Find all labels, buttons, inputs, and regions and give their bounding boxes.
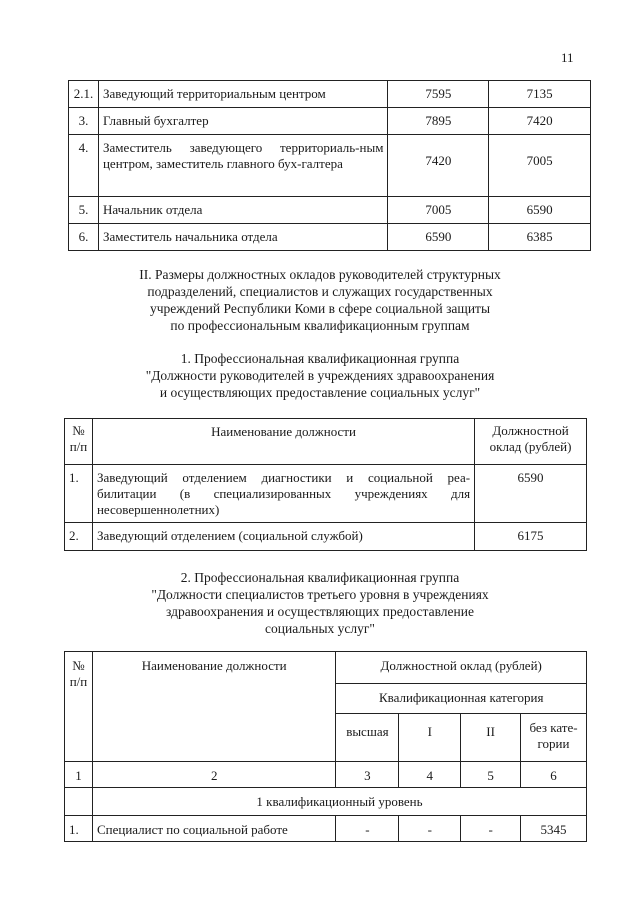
group1-salary-table (64, 418, 587, 551)
position-name: Заведующий отделением (социальной службой) (92, 523, 474, 551)
table-row (65, 816, 587, 842)
qualification-level: 1 квалификационный уровень (92, 788, 586, 816)
group2-salary-table (64, 651, 587, 842)
row-number: 5. (69, 197, 99, 224)
group2-heading (80, 569, 560, 637)
header-category: Квалификационная категория (336, 684, 587, 714)
salary-value: 7895 (388, 108, 489, 135)
salary-value: 6590 (475, 465, 587, 523)
heading-line: социальных услуг" (265, 621, 375, 636)
column-number: 1 (65, 762, 93, 788)
empty-cell (65, 788, 93, 816)
column-number: 4 (399, 762, 461, 788)
position-name: Специалист по социальной работе (92, 816, 335, 842)
row-number: 6. (69, 224, 99, 251)
row-number: 2. (65, 523, 93, 551)
table-row (69, 197, 591, 224)
row-number: 1. (65, 465, 93, 523)
header-category-none: без кате-гории (521, 714, 587, 762)
page-number: 11 (561, 50, 574, 65)
salary-value: 6385 (489, 224, 591, 251)
position-name: Заведующий отделением диагностики и социальной реа-билитации (в специализированных учреждениях для несовершеннолетних) (92, 465, 474, 523)
table-row (69, 224, 591, 251)
header-category-second: II (461, 714, 521, 762)
salary-value: 7595 (388, 81, 489, 108)
column-number-row (65, 762, 587, 788)
section-heading (80, 266, 560, 334)
header-number: № п/п (65, 652, 93, 762)
salary-value: - (461, 816, 521, 842)
heading-line: II. Размеры должностных окладов руководителей структурных (139, 267, 501, 282)
position-name: Заместитель начальника отдела (98, 224, 387, 251)
column-number: 6 (521, 762, 587, 788)
table-header-row (65, 419, 587, 465)
heading-line: учреждений Республики Коми в сфере социальной защиты (149, 301, 491, 316)
position-name: Главный бухгалтер (98, 108, 387, 135)
row-number: 4. (69, 135, 99, 197)
row-number: 2.1. (69, 81, 99, 108)
salary-value: - (336, 816, 399, 842)
salary-value: 6590 (489, 197, 591, 224)
heading-line: здравоохранения и осуществляющих предоставление (166, 604, 474, 619)
header-salary: Должностной оклад (рублей) (475, 419, 587, 465)
salary-value: 7135 (489, 81, 591, 108)
salary-value: 7005 (388, 197, 489, 224)
position-name: Заведующий территориальным центром (98, 81, 387, 108)
column-number: 2 (92, 762, 335, 788)
heading-line: 2. Профессиональная квалификационная группа (180, 570, 460, 585)
header-number: № п/п (65, 419, 93, 465)
header-name: Наименование должности (92, 652, 335, 762)
group1-heading (80, 350, 560, 401)
salary-value: 7005 (489, 135, 591, 197)
column-number: 3 (336, 762, 399, 788)
table-row (65, 465, 587, 523)
level-row (65, 788, 587, 816)
position-name: Начальник отдела (98, 197, 387, 224)
table-row (69, 135, 591, 197)
table-row (69, 81, 591, 108)
salary-value: 7420 (388, 135, 489, 197)
salary-value: 5345 (521, 816, 587, 842)
table-row (69, 108, 591, 135)
salary-value: 6590 (388, 224, 489, 251)
heading-line: "Должности руководителей в учреждениях здравоохранения (145, 368, 495, 383)
table-header-row (65, 652, 587, 684)
column-number: 5 (461, 762, 521, 788)
heading-line: подразделений, специалистов и служащих государственных (147, 284, 493, 299)
header-category-first: I (399, 714, 461, 762)
heading-line: и осуществляющих предоставление социальных услуг" (159, 385, 481, 400)
row-number: 1. (65, 816, 93, 842)
salary-value: 6175 (475, 523, 587, 551)
header-category-highest: высшая (336, 714, 399, 762)
salary-value: 7420 (489, 108, 591, 135)
header-name: Наименование должности (92, 419, 474, 465)
salary-value: - (399, 816, 461, 842)
position-name: Заместитель заведующего территориаль-ным центром, заместитель главного бух-галтера (98, 135, 387, 197)
salary-table-top (68, 80, 591, 251)
row-number: 3. (69, 108, 99, 135)
heading-line: "Должности специалистов третьего уровня в учреждениях (151, 587, 489, 602)
table-row (65, 523, 587, 551)
header-salary: Должностной оклад (рублей) (336, 652, 587, 684)
heading-line: 1. Профессиональная квалификационная группа (180, 351, 460, 366)
heading-line: по профессиональным квалификационным группам (170, 318, 470, 333)
